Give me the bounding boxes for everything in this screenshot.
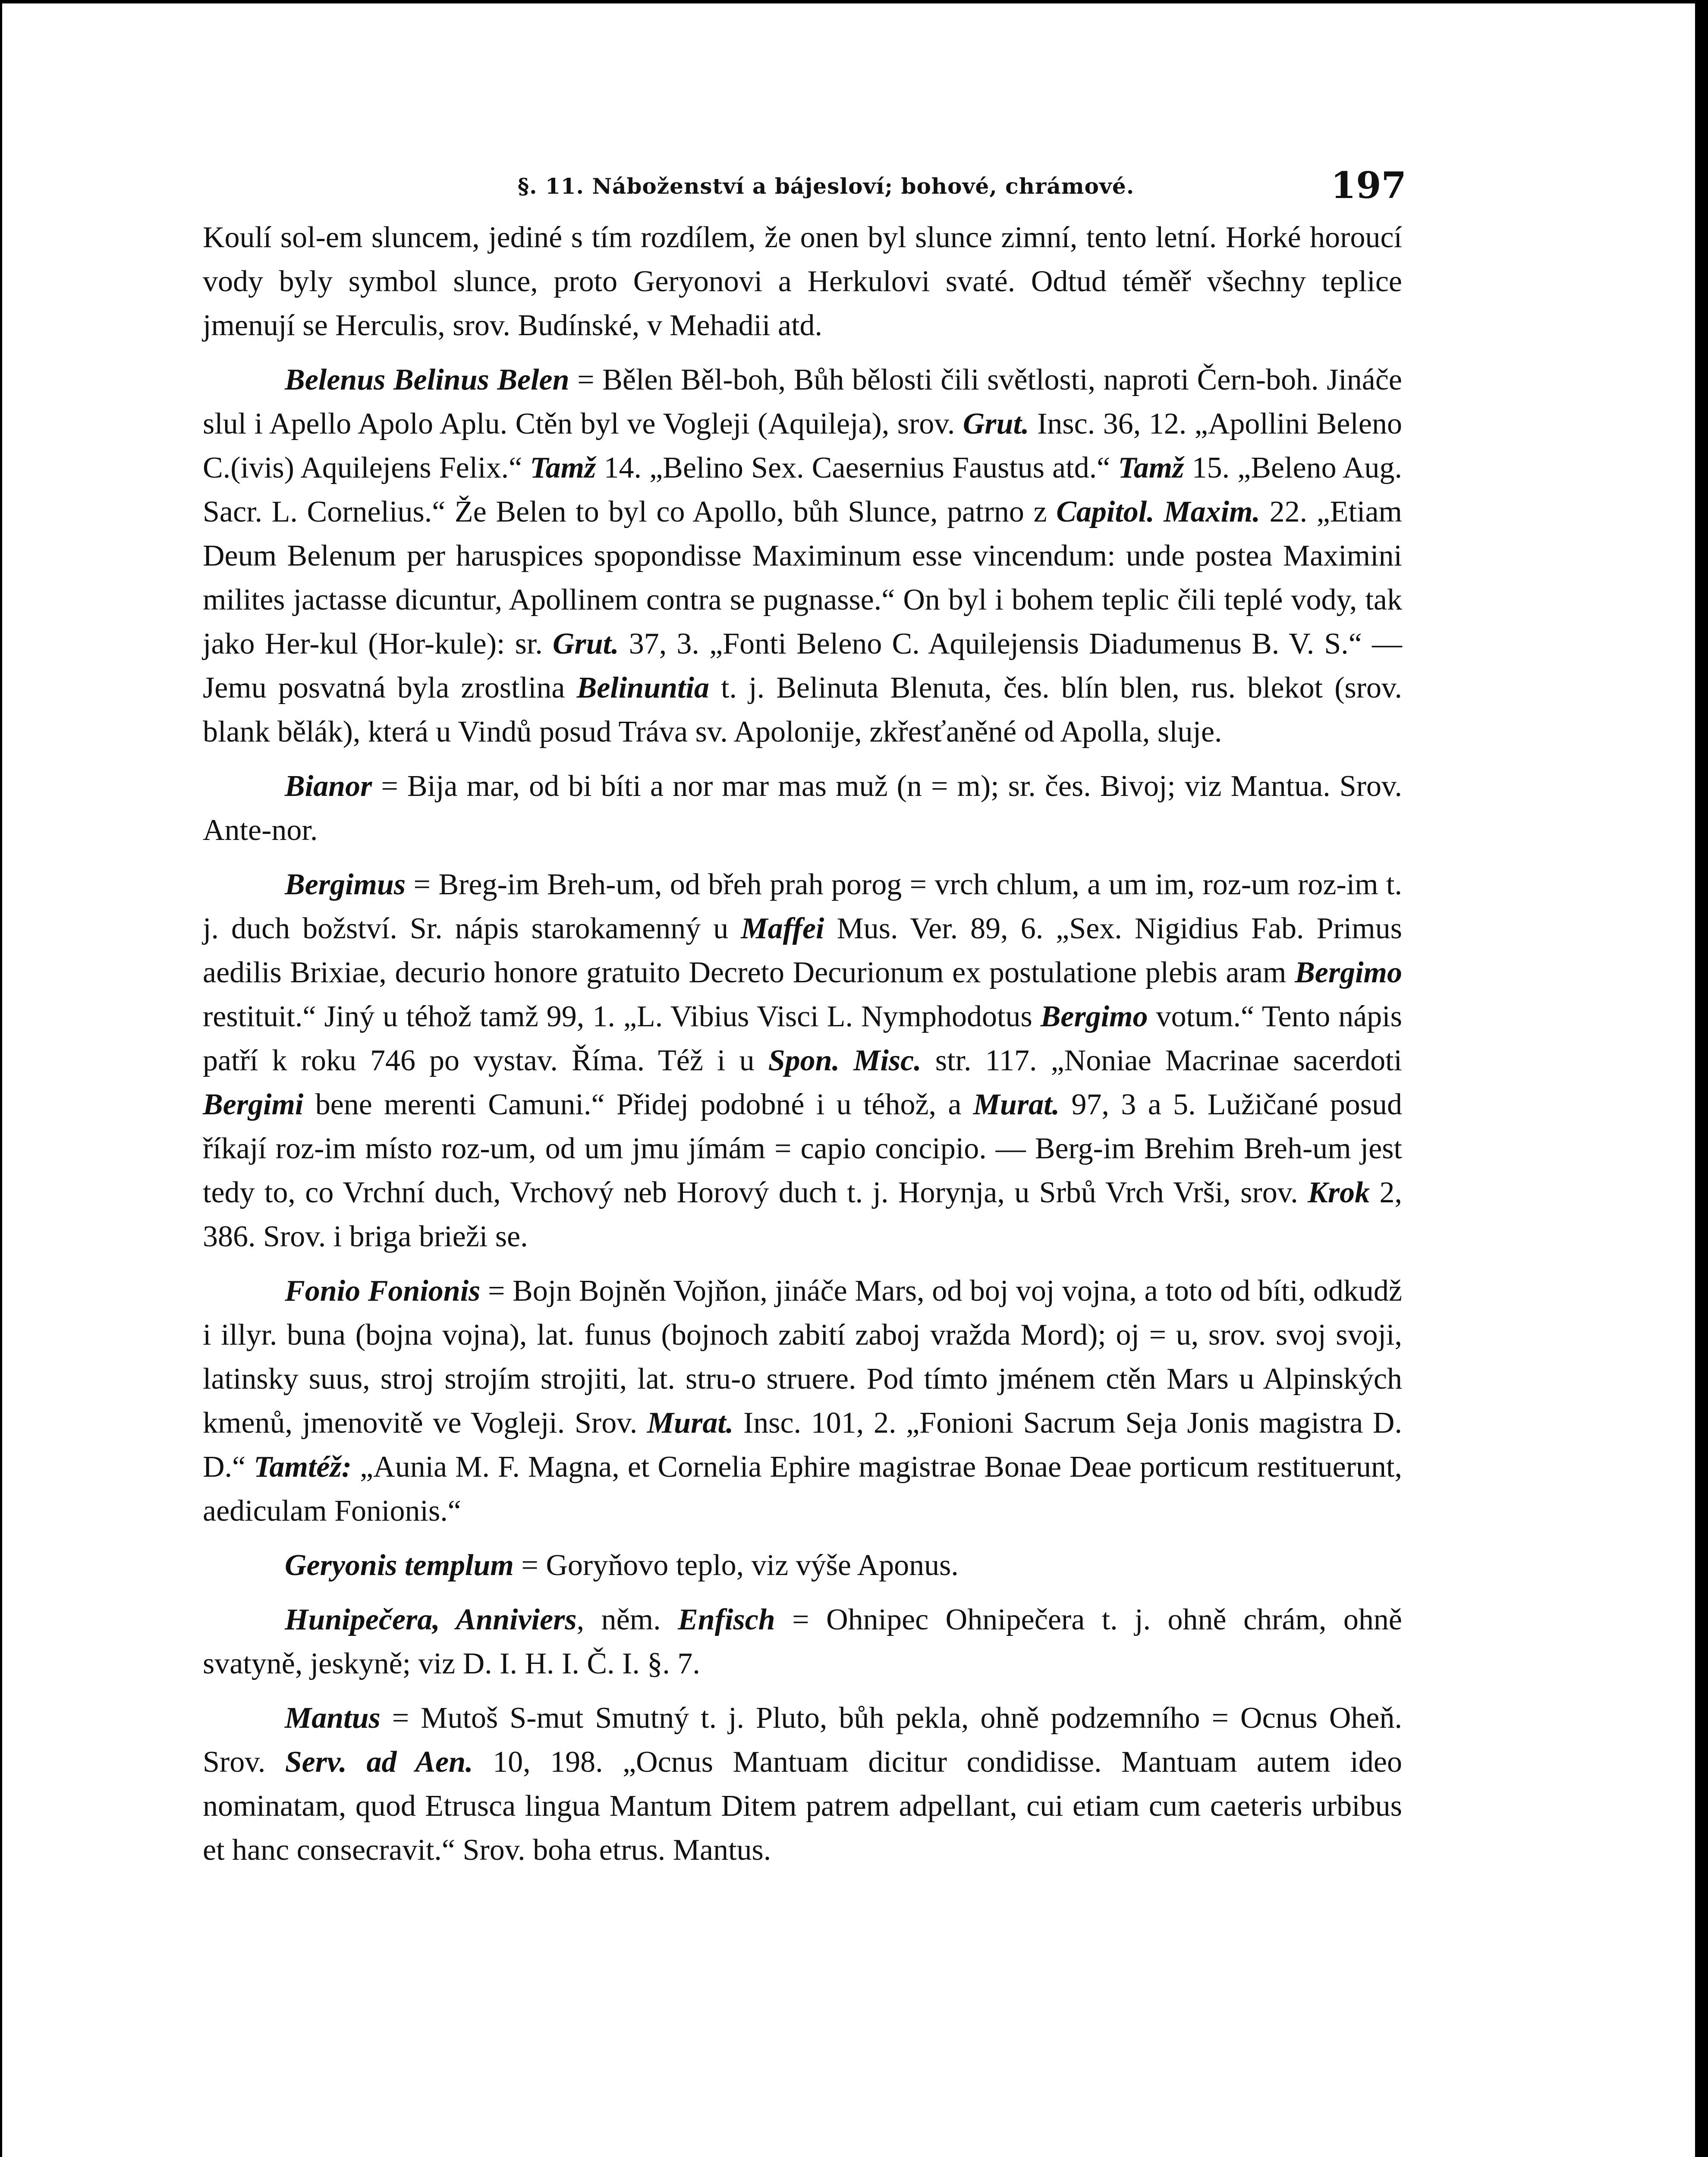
citation: Tamž xyxy=(530,451,596,484)
citation: Maffei xyxy=(741,912,824,945)
citation: Krok xyxy=(1308,1176,1370,1209)
citation: Tamtéž: xyxy=(254,1450,352,1484)
citation: Capitol. Maxim. xyxy=(1056,495,1261,528)
entry-text: 22. „Etiam Deum Belenum per haruspices spopondisse Maximinum esse vincendum: unde postea Maximini milites jactasse dicuntur, Apollinem contra se pugnasse.“ On byl i bohem teplic čili teplé vody, tak jako Her-kul (Hor-kule): sr. xyxy=(203,495,1403,660)
entry-text: 15. „Beleno Aug. Sacr. L. Cornelius.“ Že Belen to byl co Apollo, bůh Slunce, patrno z xyxy=(203,451,1403,528)
entry-bergimus xyxy=(203,863,1402,1259)
citation: Grut. xyxy=(552,627,619,660)
entry-text: 37, 3. „Fonti Beleno C. Aquilejensis Diadumenus B. V. S.“ — Jemu posvatná byla zrostlina xyxy=(203,627,1402,704)
book-page xyxy=(203,164,1406,1883)
entry-hunipecera xyxy=(203,1598,1402,1686)
citation: Grut. xyxy=(963,407,1029,440)
citation: Serv. ad Aen. xyxy=(285,1745,473,1779)
citation: Bergimo xyxy=(1295,956,1402,989)
entry-text: restituit.“ Jiný u téhož tamž 99, 1. „L. Vibius Visci L. Nymphodotus xyxy=(203,1000,1041,1033)
citation: Murat. xyxy=(973,1088,1060,1121)
entry-headword: Mantus xyxy=(285,1701,381,1735)
scan-border-right xyxy=(1695,0,1708,2157)
entry-text: = Bělen Běl-boh, Bůh bělosti čili světlosti, naproti Čern-boh. Jináče slul i Apello Apolo Aplu. Ctěn byl ve Vogleji (Aquileja), srov. xyxy=(203,363,1402,440)
entry-text: Insc. 36, 12. „Apollini Beleno C.(ivis) Aquilejens Felix.“ xyxy=(203,407,1402,484)
entry-text: 2, 386. Srov. i briga brieži se. xyxy=(203,1176,1402,1253)
entry-text: t. j. Belinuta Blenuta, čes. blín blen, rus. blekot (srov. blank bělák), která u Vindů posud Tráva sv. Apolonije, zkřesťaněné od Apolla, sluje. xyxy=(203,671,1403,748)
entry-fonio xyxy=(203,1269,1402,1533)
entry-belenus xyxy=(203,358,1402,754)
entry-text: votum.“ Tento nápis patří k roku 746 po vystav. Říma. Též i u xyxy=(203,1000,1402,1077)
citation: Enfisch xyxy=(678,1603,775,1636)
citation: Tamž xyxy=(1118,451,1184,484)
entry-headword: Hunipečera, Anniviers xyxy=(285,1603,577,1636)
scan-border-top xyxy=(0,0,1708,3)
entry-bianor xyxy=(203,764,1402,852)
entry-text: str. 117. „Noniae Macrinae sacerdoti xyxy=(921,1044,1402,1077)
entry-headword: Bergimus xyxy=(285,868,406,901)
entry-text: = Bojn Bojněn Vojňon, jináče Mars, od boj voj vojna, a toto od bíti, odkudž i illyr. buna (bojna vojna), lat. funus (bojnoch zabití zaboj vražda Mord); oj = u, srov. svoj svoji, latinsky suus, stroj strojím strojiti, lat. stru-o struere. Pod tímto jménem ctěn Mars u Alpinských kmenů, jmenovitě ve Vogleji. Srov. xyxy=(203,1274,1403,1440)
citation: Bergimo xyxy=(1040,1000,1148,1033)
entry-geryonis xyxy=(203,1544,1402,1588)
citation: Belinuntia xyxy=(576,671,709,704)
entry-mantus xyxy=(203,1696,1402,1872)
entry-text: = Mutoš S-mut Smutný t. j. Pluto, bůh pekla, ohně podzemního = Ocnus Oheň. Srov. xyxy=(203,1701,1402,1779)
page-number: 197 xyxy=(1331,164,1406,207)
citation: Spon. Misc. xyxy=(768,1044,922,1077)
running-head xyxy=(203,164,1406,216)
entry-text: 14. „Belino Sex. Caesernius Faustus atd.“ xyxy=(596,451,1118,484)
scan-border-left xyxy=(0,0,2,2157)
citation: Bergimi xyxy=(203,1088,304,1121)
entry-text: Insc. 101, 2. „Fonioni Sacrum Seja Jonis magistra D. D.“ xyxy=(203,1406,1402,1484)
entry-headword: Fonio Fonionis xyxy=(285,1274,481,1308)
entry-text: Mus. Ver. 89, 6. „Sex. Nigidius Fab. Primus aedilis Brixiae, decurio honore gratuito Decreto Decurionum ex postulatione plebis aram xyxy=(203,912,1402,989)
citation: Murat. xyxy=(647,1406,734,1440)
entry-text: „Aunia M. F. Magna, et Cornelia Ephire magistrae Bonae Deae porticum restituerunt, aediculam Fonionis.“ xyxy=(203,1450,1403,1528)
entry-text: = Ohnipec Ohnipečera t. j. ohně chrám, ohně svatyně, jeskyně; viz D. I. H. I. Č. I. §. 7. xyxy=(203,1603,1402,1680)
entry-headword: Bianor xyxy=(285,770,372,803)
paragraph-text: Koulí sol-em sluncem, jediné s tím rozdílem, že onen byl slunce zimní, tento letní. Horké horoucí vody byly symbol slunce, proto Geryonovi a Herkulovi svaté. Odtud téměř všechny teplice jmenují se Herculis, srov. Budínské, v Mehadii atd. xyxy=(203,221,1402,342)
running-title: §. 11. Náboženství a bájesloví; bohové, chrámové. xyxy=(518,173,1135,199)
entry-text: = Goryňovo teplo, viz výše Aponus. xyxy=(513,1549,959,1582)
entry-text: = Bija mar, od bi bíti a nor mar mas muž (n = m); sr. čes. Bivoj; viz Mantua. Srov. Ante-nor. xyxy=(203,770,1402,847)
entry-headword: Belenus Belinus Belen xyxy=(285,363,569,396)
entry-text: , něm. xyxy=(576,1603,678,1636)
entry-headword: Geryonis templum xyxy=(285,1549,514,1582)
body-text xyxy=(203,216,1402,1872)
entry-text: 97, 3 a 5. Lužičané posud říkají roz-im místo roz-um, od um jmu jímám = capio concipio. — Berg-im Brehim Breh-um jest tedy to, co Vrchní duch, Vrchový neb Horový duch t. j. Horynja, u Srbů Vrch Vrši, srov. xyxy=(203,1088,1402,1209)
entry-text: 10, 198. „Ocnus Mantuam dicitur condidisse. Mantuam autem ideo nominatam, quod Etrusca lingua Mantum Ditem patrem adpellant, cui etiam cum caeteris urbibus et hanc consecravit.“ Srov. boha etrus. Mantus. xyxy=(203,1745,1402,1867)
paragraph-continuation xyxy=(203,216,1402,348)
entry-text: bene merenti Camuni.“ Přidej podobné i u téhož, a xyxy=(303,1088,973,1121)
entry-text: = Breg-im Breh-um, od břeh prah porog = vrch chlum, a um im, roz-um roz-im t. j. duch božství. Sr. nápis starokamenný u xyxy=(203,868,1402,945)
